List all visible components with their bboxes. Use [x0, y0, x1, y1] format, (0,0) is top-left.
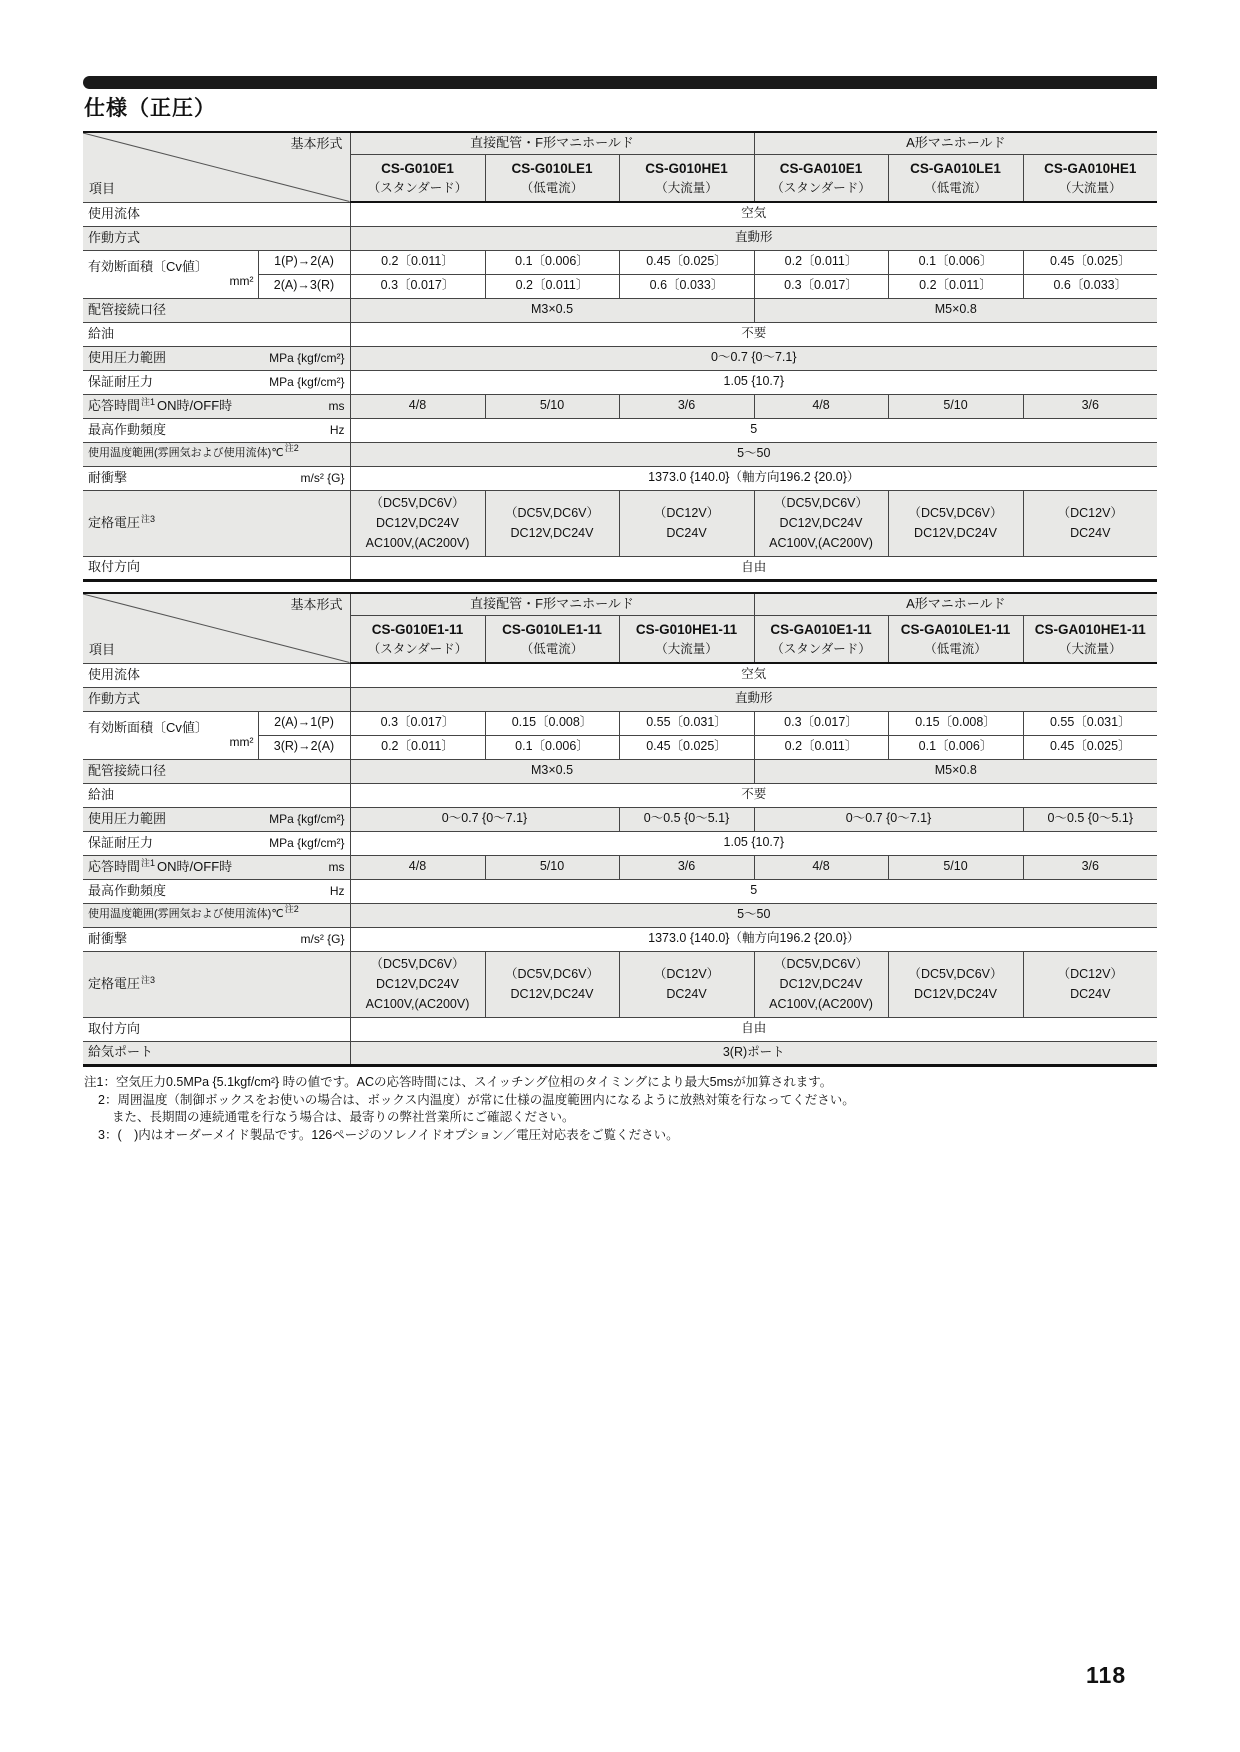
- value-actuation: 直動形: [350, 226, 1157, 250]
- model-type: （スタンダード）: [771, 180, 871, 195]
- area-value-cell: 0.45〔0.025〕: [1023, 735, 1157, 759]
- row-label-frequency: 最高作動頻度 Hz: [83, 418, 350, 442]
- value-port-a: M5×0.8: [754, 759, 1157, 783]
- model-name: CS-GA010HE1: [1044, 160, 1137, 176]
- model-type: （スタンダード）: [771, 641, 871, 656]
- value-pressure-range: 0〜0.7 {0〜7.1}: [350, 807, 619, 831]
- footnote-1: 注1：空気圧力0.5MPa {5.1kgf/cm²} 時の値です。ACの応答時間には、スイッチング位相のタイミングにより最大5msが加算されます。: [84, 1075, 833, 1089]
- corner-label-item: 項目: [89, 181, 116, 197]
- area-value-cell: 0.6〔0.033〕: [1023, 274, 1157, 298]
- row-label-proof-pressure: 保証耐圧力 MPa {kgf/cm²}: [83, 370, 350, 394]
- row-label-port-size: 配管接続口径: [83, 759, 350, 783]
- voltage-cell: （DC5V,DC6V） DC12V,DC24V AC100V,(AC200V): [754, 951, 888, 1017]
- area-value-cell: 0.1〔0.006〕: [888, 735, 1023, 759]
- area-value-cell: 0.15〔0.008〕: [888, 711, 1023, 735]
- area-value-cell: 0.1〔0.006〕: [888, 250, 1023, 274]
- area-value-cell: 0.15〔0.008〕: [485, 711, 619, 735]
- row-label-proof-pressure: 保証耐圧力 MPa {kgf/cm²}: [83, 831, 350, 855]
- page-number: 118: [1086, 1662, 1127, 1688]
- voltage-cell: （DC12V） DC24V: [619, 951, 754, 1017]
- area-value-cell: 0.2〔0.011〕: [888, 274, 1023, 298]
- model-name: CS-G010LE1: [511, 160, 593, 176]
- value-mounting: 自由: [350, 1017, 1157, 1041]
- area-value-cell: 0.2〔0.011〕: [350, 735, 485, 759]
- value-lubrication: 不要: [350, 783, 1157, 807]
- footnotes: [84, 1074, 1084, 1144]
- footnote-3: 3：( )内はオーダーメイド製品です。126ページのソレノイドオプション／電圧対応表をご覧ください。: [98, 1127, 679, 1142]
- voltage-cell: （DC5V,DC6V） DC12V,DC24V: [485, 951, 619, 1017]
- value-actuation: 直動形: [350, 687, 1157, 711]
- flow-direction-label: 2(A)→1(P): [258, 711, 350, 735]
- model-type: （大流量）: [655, 180, 718, 195]
- group-header-a-manifold: A形マニホールド: [754, 132, 1157, 154]
- model-type: （低電流）: [520, 641, 584, 656]
- row-label-mounting: 取付方向: [83, 556, 350, 580]
- value-pressure-range: 0〜0.7 {0〜7.1}: [754, 807, 1023, 831]
- section-title-bar: [83, 76, 1157, 89]
- area-value-cell: 0.6〔0.033〕: [619, 274, 754, 298]
- model-type: （スタンダード）: [367, 180, 468, 195]
- model-name: CS-G010LE1-11: [502, 621, 602, 637]
- note-mark-1: 注1: [141, 857, 156, 868]
- value-fluid: 空気: [350, 202, 1157, 226]
- value-shock: 1373.0 {140.0}（軸方向196.2 {20.0}）: [350, 927, 1157, 951]
- area-unit: mm²: [229, 735, 254, 750]
- value-mounting: 自由: [350, 556, 1157, 580]
- response-value-cell: 3/6: [619, 855, 754, 879]
- response-value-cell: 5/10: [888, 855, 1023, 879]
- area-value-cell: 0.1〔0.006〕: [485, 250, 619, 274]
- row-label-pressure-range: 使用圧力範囲 MPa {kgf/cm²}: [83, 346, 350, 370]
- response-value-cell: 3/6: [1023, 394, 1157, 418]
- value-proof-pressure: 1.05 {10.7}: [350, 831, 1157, 855]
- flow-direction-label: 2(A)→3(R): [258, 274, 350, 298]
- group-header-a-manifold: A形マニホールド: [754, 593, 1157, 615]
- row-label-supply-port: 給気ポート: [83, 1041, 350, 1065]
- area-value-cell: 0.45〔0.025〕: [619, 250, 754, 274]
- footnote-2: 2：周囲温度（制御ボックスをお使いの場合は、ボックス内温度）が常に仕様の温度範囲内になるように放熱対策を行なってください。: [98, 1092, 855, 1107]
- model-type: （大流量）: [1059, 180, 1122, 195]
- row-label-actuation: 作動方式: [83, 687, 350, 711]
- model-header: [619, 615, 754, 663]
- model-name: CS-G010HE1-11: [635, 621, 738, 637]
- area-value-cell: 0.2〔0.011〕: [485, 274, 619, 298]
- model-type: （大流量）: [1059, 641, 1122, 656]
- area-value-cell: 0.3〔0.017〕: [754, 711, 888, 735]
- model-name: CS-GA010LE1-11: [900, 621, 1011, 637]
- note-mark-2: 注2: [284, 904, 299, 915]
- model-header: [485, 154, 619, 202]
- footnote-2-continued: また、長期間の連続通電を行なう場合は、最寄りの弊社営業所にご確認ください。: [112, 1110, 575, 1124]
- row-label-temperature: 使用温度範囲(雰囲気および使用流体)℃$^{注2}$: [83, 442, 350, 466]
- row-label-frequency: 最高作動頻度 Hz: [83, 879, 350, 903]
- area-value-cell: 0.2〔0.011〕: [754, 735, 888, 759]
- area-value-cell: 0.1〔0.006〕: [485, 735, 619, 759]
- voltage-cell: （DC5V,DC6V） DC12V,DC24V: [888, 951, 1023, 1017]
- model-header: [1023, 615, 1157, 663]
- value-port-a: M5×0.8: [754, 298, 1157, 322]
- value-pressure-range: 0〜0.5 {0〜5.1}: [1023, 807, 1157, 831]
- model-header: [350, 615, 485, 663]
- model-header: [350, 154, 485, 202]
- row-label-fluid: 使用流体: [83, 202, 350, 226]
- model-name: CS-G010HE1: [645, 160, 728, 176]
- area-value-cell: 0.2〔0.011〕: [754, 250, 888, 274]
- value-port-f: M3×0.5: [350, 298, 754, 322]
- area-unit: mm²: [229, 274, 254, 289]
- row-label-shock: 耐衝撃 m/s² {G}: [83, 927, 350, 951]
- spec-table-e1-11-series: [83, 592, 1157, 1067]
- value-pressure-range: 0〜0.7 {0〜7.1}: [350, 346, 1157, 370]
- response-value-cell: 3/6: [619, 394, 754, 418]
- row-label-pressure-range: 使用圧力範囲 MPa {kgf/cm²}: [83, 807, 350, 831]
- row-label-temperature: 使用温度範囲(雰囲気および使用流体)℃$^{注2}$: [83, 903, 350, 927]
- page-title: 仕様（正圧）: [84, 97, 216, 120]
- row-label-actuation: 作動方式: [83, 226, 350, 250]
- row-label-lubrication: 給油: [83, 783, 350, 807]
- value-fluid: 空気: [350, 663, 1157, 687]
- response-value-cell: 5/10: [485, 394, 619, 418]
- model-type: （スタンダード）: [367, 641, 468, 656]
- row-label-rated-voltage: 定格電圧$^{注3}$: [83, 951, 350, 1017]
- note-mark-1: 注1: [141, 396, 156, 407]
- voltage-cell: （DC12V） DC24V: [1023, 951, 1157, 1017]
- model-header: [888, 154, 1023, 202]
- response-value-cell: 4/8: [350, 855, 485, 879]
- model-header: [1023, 154, 1157, 202]
- row-label-shock: 耐衝撃 m/s² {G}: [83, 466, 350, 490]
- model-name: CS-GA010E1: [779, 160, 863, 176]
- row-label-response-time: 応答時間$^{注1}$ ON時/OFF時 ms: [83, 855, 350, 879]
- response-value-cell: 4/8: [754, 394, 888, 418]
- note-mark-3: 注3: [141, 974, 156, 985]
- value-supply-port: 3(R)ポート: [350, 1041, 1157, 1065]
- model-type: （低電流）: [520, 180, 584, 195]
- voltage-cell: （DC12V） DC24V: [619, 490, 754, 556]
- voltage-cell: （DC5V,DC6V） DC12V,DC24V AC100V,(AC200V): [350, 951, 485, 1017]
- model-name: CS-GA010HE1-11: [1034, 621, 1146, 637]
- row-label-effective-area: [83, 711, 258, 759]
- area-value-cell: 0.55〔0.031〕: [1023, 711, 1157, 735]
- model-name: CS-G010E1-11: [371, 621, 464, 637]
- value-frequency: 5: [350, 879, 1157, 903]
- model-header: [485, 615, 619, 663]
- model-header: [888, 615, 1023, 663]
- area-value-cell: 0.45〔0.025〕: [619, 735, 754, 759]
- row-label-mounting: 取付方向: [83, 1017, 350, 1041]
- group-header-f-manifold: 直接配管・F形マニホールド: [350, 132, 754, 154]
- response-value-cell: 5/10: [888, 394, 1023, 418]
- area-label: 有効断面積〔Cv値〕: [88, 258, 208, 274]
- group-header-f-manifold: 直接配管・F形マニホールド: [350, 593, 754, 615]
- value-temperature: 5〜50: [350, 903, 1157, 927]
- row-label-rated-voltage: 定格電圧$^{注3}$: [83, 490, 350, 556]
- area-value-cell: 0.3〔0.017〕: [754, 274, 888, 298]
- model-type: （低電流）: [924, 641, 987, 656]
- value-frequency: 5: [350, 418, 1157, 442]
- voltage-cell: （DC5V,DC6V） DC12V,DC24V AC100V,(AC200V): [350, 490, 485, 556]
- note-mark-2: 注2: [284, 443, 299, 454]
- corner-label-basic-model: 基本形式: [290, 597, 343, 612]
- row-label-lubrication: 給油: [83, 322, 350, 346]
- model-type: （大流量）: [655, 641, 718, 656]
- flow-direction-label: 1(P)→2(A): [258, 250, 350, 274]
- model-header: [754, 615, 888, 663]
- model-type: （低電流）: [924, 180, 987, 195]
- area-value-cell: 0.55〔0.031〕: [619, 711, 754, 735]
- area-value-cell: 0.3〔0.017〕: [350, 274, 485, 298]
- response-value-cell: 5/10: [485, 855, 619, 879]
- model-header: [754, 154, 888, 202]
- area-value-cell: 0.3〔0.017〕: [350, 711, 485, 735]
- response-value-cell: 4/8: [350, 394, 485, 418]
- table-corner-cell: [83, 593, 350, 663]
- row-label-fluid: 使用流体: [83, 663, 350, 687]
- value-pressure-range: 0〜0.5 {0〜5.1}: [619, 807, 754, 831]
- table-corner-cell: [83, 132, 350, 202]
- model-name: CS-GA010LE1: [910, 160, 1001, 176]
- value-shock: 1373.0 {140.0}（軸方向196.2 {20.0}）: [350, 466, 1157, 490]
- area-value-cell: 0.2〔0.011〕: [350, 250, 485, 274]
- value-proof-pressure: 1.05 {10.7}: [350, 370, 1157, 394]
- model-name: CS-GA010E1-11: [770, 621, 872, 637]
- flow-direction-label: 3(R)→2(A): [258, 735, 350, 759]
- voltage-cell: （DC5V,DC6V） DC12V,DC24V AC100V,(AC200V): [754, 490, 888, 556]
- area-value-cell: 0.45〔0.025〕: [1023, 250, 1157, 274]
- spec-table-e1-series: [83, 131, 1157, 582]
- response-value-cell: 4/8: [754, 855, 888, 879]
- voltage-cell: （DC12V） DC24V: [1023, 490, 1157, 556]
- model-name: CS-G010E1: [381, 160, 454, 176]
- area-label: 有効断面積〔Cv値〕: [88, 719, 208, 735]
- row-label-effective-area: [83, 250, 258, 298]
- note-mark-3: 注3: [141, 513, 156, 524]
- corner-label-basic-model: 基本形式: [290, 136, 343, 151]
- response-value-cell: 3/6: [1023, 855, 1157, 879]
- value-lubrication: 不要: [350, 322, 1157, 346]
- row-label-response-time: 応答時間$^{注1}$ ON時/OFF時 ms: [83, 394, 350, 418]
- model-header: [619, 154, 754, 202]
- voltage-cell: （DC5V,DC6V） DC12V,DC24V: [485, 490, 619, 556]
- value-port-f: M3×0.5: [350, 759, 754, 783]
- value-temperature: 5〜50: [350, 442, 1157, 466]
- voltage-cell: （DC5V,DC6V） DC12V,DC24V: [888, 490, 1023, 556]
- row-label-port-size: 配管接続口径: [83, 298, 350, 322]
- corner-label-item: 項目: [89, 642, 116, 658]
